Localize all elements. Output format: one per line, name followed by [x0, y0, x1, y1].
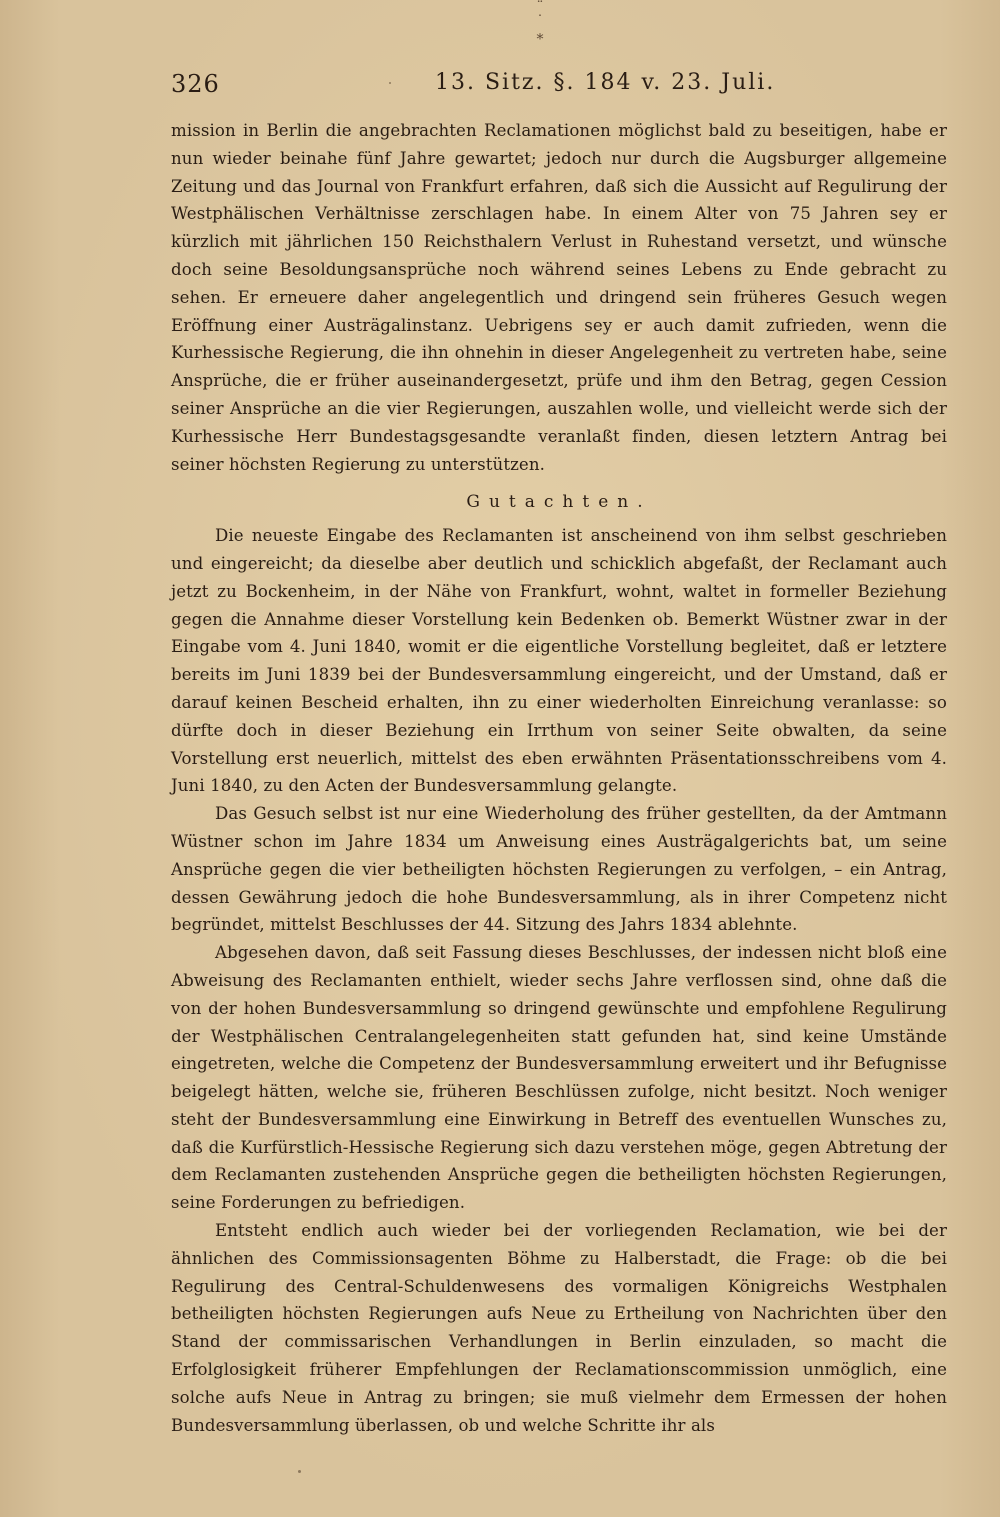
section-heading: Gutachten. — [466, 492, 652, 513]
paragraph-2: Das Gesuch selbst ist nur eine Wiederholung des früher gestellten, da der Amtmann Wüstner schon im Jahre 1834 um Anweisung eines Austrägalgerichts bat, um seine Ansprüche gegen die vier betheiligten höchsten Regierungen zu verfolgen, – ein Antrag, dessen Gewährung jedoch die hohe Bundesversammlung, als in ihrer Competenz nicht begründet, mittelst Beschlusses der 44. Sitzung des Jahrs 1834 ablehnte. — [171, 804, 947, 935]
page-header — [171, 70, 951, 104]
paper-speck — [389, 82, 391, 84]
page-number: 326 — [171, 70, 220, 98]
intro-paragraph: mission in Berlin die angebrachten Reclamationen möglichst bald zu beseitigen, habe er nun wieder beinahe fünf Jahre gewartet; jedoch nur durch die Augsburger allgemeine Zeitung und das Journal von Frankfurt erfahren, daß sich die Aussicht auf Regulirung der Westphälischen Verhältnisse zerschlagen habe. In einem Alter von 75 Jahren sey er kürzlich mit jährlichen 150 Reichsthalern Verlust in Ruhestand versetzt, und wünsche doch seine Besoldungsansprüche noch während seines Lebens zu Ende gebracht zu sehen. Er erneuere daher angelegentlich und dringend sein früheres Gesuch wegen Eröffnung einer Austrägalinstanz. Uebrigens sey er auch damit zufrieden, wenn die Kurhessische Regierung, die ihn ohnehin in dieser Angelegenheit zu vertreten habe, seine Ansprüche, die er früher auseinandergesetzt, prüfe und ihm den Betrag, gegen Cession seiner Ansprüche an die vier Regierungen, auszahlen wolle, und vielleicht werde sich der Kurhessische Herr Bundestagsgesandte veranlaßt finden, diesen letztern Antrag bei seiner höchsten Regierung zu unterstützen. — [171, 121, 947, 474]
paragraph-1: Die neueste Eingabe des Reclamanten ist anscheinend von ihm selbst geschrieben und eingereicht; da dieselbe aber deutlich und schicklich abgefaßt, der Reclamant auch jetzt zu Bockenheim, in der Nähe von Frankfurt, wohnt, waltet in formeller Beziehung gegen die Annahme dieser Vorstellung kein Bedenken ob. Bemerkt Wüstner zwar in der Eingabe vom 4. Juni 1840, womit er die eigentliche Vorstellung begleitet, daß er letztere bereits im Juni 1839 bei der Bundesversammlung eingereicht, und der Umstand, daß er darauf keinen Bescheid erhalten, ihn zu einer wiederholten Einreichung veranlasse: so dürfte doch in dieser Beziehung ein Irrthum von seiner Seite obwalten, da seine Vorstellung erst neuerlich, mittelst des eben erwähnten Präsentationsschreibens vom 4. Juni 1840, zu den Acten der Bundesversammlung gelangte. — [171, 526, 947, 796]
paragraph-3: Abgesehen davon, daß seit Fassung dieses Beschlusses, der indessen nicht bloß eine Abweisung des Reclamanten enthielt, wieder sechs Jahre verflossen sind, ohne daß die von der hohen Bundesversammlung so dringend gewünschte und empfohlene Regulirung der Westphälischen Centralangelegenheiten statt gefunden hat, sind keine Umstände eingetreten, welche die Competenz der Bundesversammlung erweitert und ihr Befugnisse beigelegt hätten, welche sie, früheren Beschlüssen zufolge, nicht besitzt. Noch weniger steht der Bundesversammlung eine Einwirkung in Betreff des eventuellen Wunsches zu, daß die Kurfürstlich-Hessische Regierung sich dazu verstehen möge, gegen Abtretung der dem Reclamanten zustehenden Ansprüche gegen die betheiligten höchsten Regierungen, seine Forderungen zu befriedigen. — [171, 943, 947, 1213]
paper-speck — [298, 1470, 301, 1473]
printer-marks: ¨ ˙ ⁎ — [536, 0, 544, 43]
body-text — [171, 117, 947, 1439]
running-head: 13. Sitz. §. 184 v. 23. Juli. — [435, 70, 776, 95]
paragraph-4: Entsteht endlich auch wieder bei der vorliegenden Reclamation, wie bei der ähnlichen des Commissionsagenten Böhme zu Halberstadt, die Frage: ob die bei Regulirung des Central-Schuldenwesens des vormaligen Königreichs Westphalen betheiligten höchsten Regierungen aufs Neue zu Ertheilung von Nachrichten über den Stand der commissarischen Verhandlungen in Berlin einzuladen, so macht die Erfolglosigkeit früherer Empfehlungen der Reclamationscommission unmöglich, eine solche aufs Neue in Antrag zu bringen; sie muß vielmehr dem Ermessen der hohen Bundesversammlung überlassen, ob und welche Schritte ihr als — [171, 1221, 947, 1435]
